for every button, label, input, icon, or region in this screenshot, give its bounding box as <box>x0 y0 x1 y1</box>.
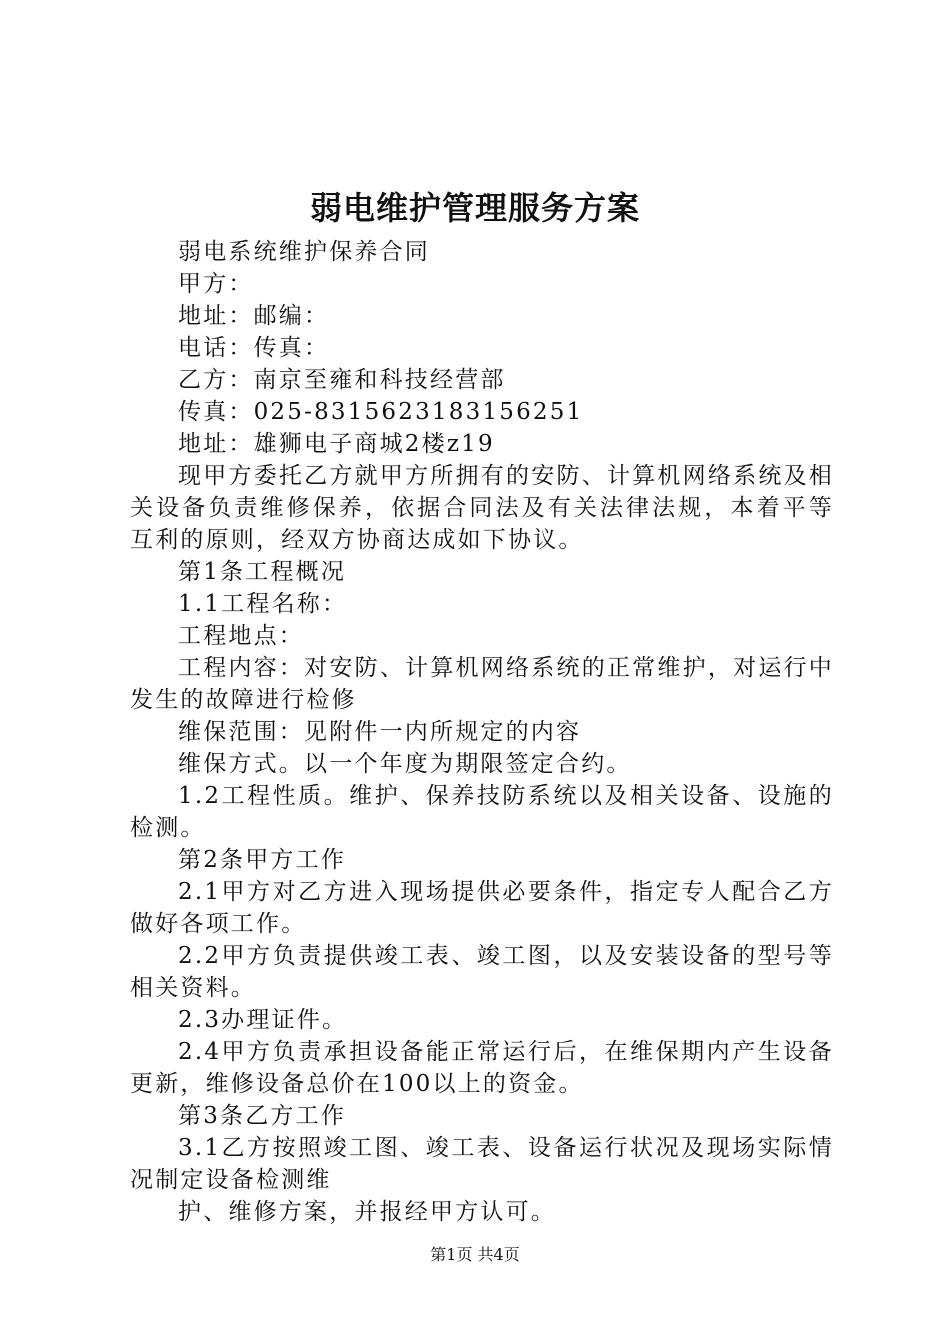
paragraph: 2.2甲方负责提供竣工表、竣工图，以及安装设备的型号等相关资料。 <box>130 943 834 1001</box>
paragraph: 第1条工程概况 <box>178 559 347 585</box>
paragraph: 1.1工程名称： <box>178 591 348 617</box>
paragraph: 2.3办理证件。 <box>178 1007 348 1033</box>
paragraph: 电话：传真： <box>178 335 330 361</box>
paragraph: 2.4甲方负责承担设备能正常运行后，在维保期内产生设备更新，维修设备总价在100以上的资金。 <box>130 1039 834 1097</box>
paragraph: 甲方： <box>178 271 254 297</box>
paragraph: 传真：025-8315623183156251 <box>178 399 584 425</box>
paragraph: 2.1甲方对乙方进入现场提供必要条件，指定专人配合乙方做好各项工作。 <box>130 879 834 937</box>
page-number-label: 第1页 共4页 <box>430 1245 520 1264</box>
paragraph: 弱电系统维护保养合同 <box>178 239 430 265</box>
paragraph: 地址：雄狮电子商城2楼z19 <box>178 431 495 457</box>
paragraph: 3.1乙方按照竣工图、竣工表、设备运行状况及现场实际情况制定设备检测维 <box>130 1135 834 1193</box>
paragraph: 维保方式。以一个年度为期限签定合约。 <box>178 751 632 777</box>
paragraph: 第3条乙方工作 <box>178 1103 347 1129</box>
paragraph: 护、维修方案，并报经甲方认可。 <box>178 1199 556 1225</box>
paragraph: 工程地点： <box>178 623 304 649</box>
paragraph: 维保范围：见附件一内所规定的内容 <box>178 719 582 745</box>
paragraph: 1.2工程性质。维护、保养技防系统以及相关设备、设施的检测。 <box>130 783 834 841</box>
paragraph: 第2条甲方工作 <box>178 847 347 873</box>
paragraph: 乙方：南京至雍和科技经营部 <box>178 367 506 393</box>
paragraph: 地址：邮编： <box>178 303 330 329</box>
paragraph: 工程内容：对安防、计算机网络系统的正常维护，对运行中发生的故障进行检修 <box>130 655 834 713</box>
page-footer <box>0 1244 950 1266</box>
paragraph: 现甲方委托乙方就甲方所拥有的安防、计算机网络系统及相关设备负责维修保养，依据合同法及有关法律法规，本着平等互利的原则，经双方协商达成如下协议。 <box>130 463 834 553</box>
document-title: 弱电维护管理服务方案 <box>309 189 640 227</box>
document-body <box>130 236 834 1228</box>
